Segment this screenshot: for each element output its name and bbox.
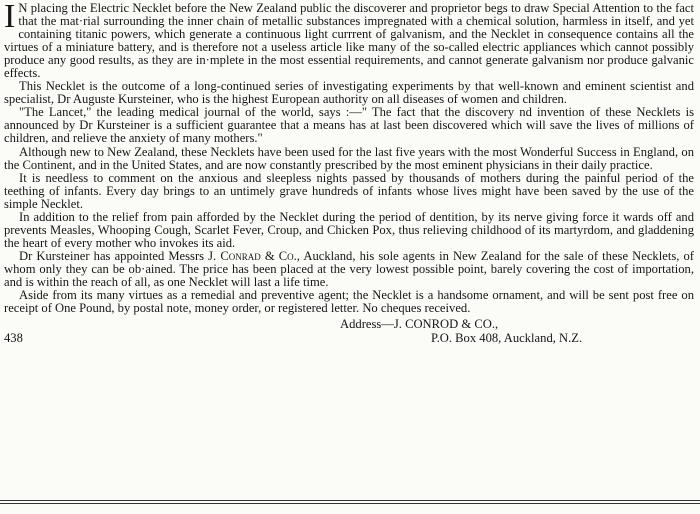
agents-firm-name: J. Conrad & Co.: [208, 248, 297, 263]
page-number: 438: [4, 331, 23, 346]
paragraph-lancet-quote: "The Lancet," the leading medical journal of the world, says :—" The fact that the discovery nd invention of these Necklets is announced by Dr Kursteiner is a sufficient guarantee that a means has at last been discovered which will save the lives of millions of children, and relieve the anxiety of many mothers.": [4, 105, 694, 146]
drop-cap: I: [4, 0, 16, 35]
paragraph-success: Although new to New Zealand, these Necklets have been used for the last five years with the most Wonderful Success in England, on the Continent, and in the United States, and are now constantly prescribed by the most eminent physicians in their daily practice.: [4, 144, 694, 172]
paragraph-ornament: Aside from its many virtues as a remedial and preventive agent; the Necklet is a handsome ornament, and will be sent post free on receipt of One Pound, by postal note, money order, or registered letter. No cheques received.: [4, 288, 694, 316]
paragraph-agents: [4, 250, 694, 289]
paragraph-outcome: This Necklet is the outcome of a long-continued series of investigating experiments by that well-known and eminent scientist and specialist, Dr Auguste Kursteiner, who is the highest European authority on all diseases of women and children.: [4, 79, 694, 107]
paragraph-teething: It is needless to comment on the anxious and sleepless nights passed by thousands of mothers during the painful period of the teething of infants. Every day brings to an untimely grave hundreds of infants whose lives might have been saved by the use of the simple Necklet.: [4, 170, 694, 211]
bottom-rule-secondary: [0, 503, 700, 504]
address-line-2-row: [4, 331, 694, 345]
address-block: [4, 317, 694, 345]
address-line-2: P.O. Box 408, Auckland, N.Z.: [431, 331, 583, 346]
intro-text: N placing the Electric Necklet before the New Zealand public the discoverer and proprietor begs to draw Special Attention to the fact that the mat·rial surrounding the inner chain of metallic substances impregnated with a chemical solution, harmless in itself, and yet containing titanic powers, which generate a continuous light currrent of galvanism, and the Necklet in consequence contains all the virtues of a miniature battery, and is therefore not a useless article like many of the so-called electric appliances which cannot possibly produce any good results, as they are in·mplete in the most essential requirements, and cannot generate galvanism nor produce galvanic effects.: [4, 1, 694, 81]
paragraph-intro: [4, 2, 694, 80]
agents-text-before: Dr Kursteiner has appointed Messrs: [19, 248, 209, 263]
paragraph-relief: In addition to the relief from pain afforded by the Necklet during the period of dentition, by its nerve giving force it wards off and prevents Measles, Whooping Cough, Scarlet Fever, Croup, and Chicken Pox, thus relieving childhood of its martyrdom, and gladdening the heart of every mother who invokes its aid.: [4, 209, 694, 250]
address-line-1: Address—J. CONROD & CO.,: [340, 317, 499, 332]
agents-text-after: , Auckland, his sole agents in New Zealand for the sale of these Necklets, of whom only they can be ob·ained. The price has been placed at the very lowest possible point, barely covering the cost of importation, and is within the reach of all, as one Necklet will last a life time.: [4, 248, 694, 289]
bottom-rule: [0, 500, 700, 501]
